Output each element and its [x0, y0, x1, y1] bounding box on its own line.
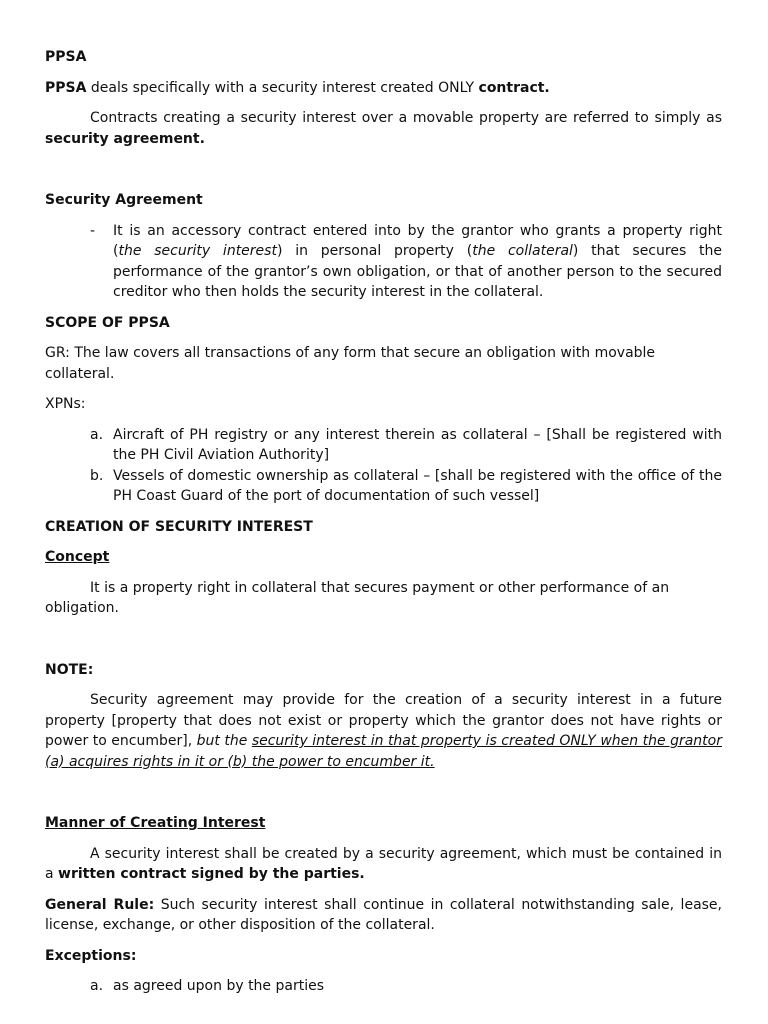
list-item — [45, 466, 722, 507]
heading-manner: Manner of Creating Interest — [45, 815, 266, 831]
exceptions-label: XPNs: — [45, 396, 86, 412]
list-item — [45, 976, 722, 997]
dash-marker: - — [90, 222, 96, 239]
general-rule-paragraph: General Rule: Such security interest shall continue in collateral notwithstanding sale, lease, license, exchange, or other disposition of the collateral. — [45, 896, 723, 933]
security-agreement-bullet — [45, 221, 722, 303]
ppsa-definition: PPSA deals specifically with a security interest created ONLY contract. — [45, 79, 550, 96]
list-marker: a. — [90, 426, 104, 443]
document-page — [45, 47, 722, 997]
heading-creation: CREATION OF SECURITY INTEREST — [45, 518, 313, 535]
security-agreement-intro: Contracts creating a security interest over a movable property are referred to simply as security agreement. — [45, 110, 722, 147]
heading-security-agreement: Security Agreement — [45, 192, 203, 208]
list-item-text: Vessels of domestic ownership as collateral – [shall be registered with the office of the PH Coast Guard of the port of documentation of such vessel] — [113, 467, 722, 504]
list-marker: a. — [90, 978, 104, 994]
manner-text: A security interest shall be created by a security agreement, which must be contained in a written contract signed by the parties. — [45, 845, 722, 882]
heading-concept: Concept — [45, 549, 110, 565]
list-item-text: Aircraft of PH registry or any interest therein as collateral – [Shall be registered with the PH Civil Aviation Authority] — [113, 426, 722, 463]
heading-note: NOTE: — [45, 661, 94, 678]
note-text: Security agreement may provide for the creation of a security interest in a future property [property that does not exist or property which the grantor does not have rights or power to encumber], but the security interest in that property is created ONLY when the grantor (a) acquires rights in it or (b) the power to encumber it. — [45, 692, 722, 770]
bullet-text: It is an accessory contract entered into by the grantor who grants a property right (the security interest) in personal property (the collateral) that secures the performance of the grantor’s own obligation, or that of another person to the secured creditor who then holds the security interest in the collateral. — [113, 222, 723, 300]
list-item — [45, 425, 722, 466]
list-item-text: as agreed upon by the parties — [113, 978, 325, 994]
list-marker: b. — [90, 467, 104, 484]
heading-ppsa: PPSA — [45, 49, 87, 65]
concept-text: It is a property right in collateral that secures payment or other performance of an obligation. — [45, 579, 670, 616]
heading-scope: SCOPE OF PPSA — [45, 314, 170, 331]
heading-exceptions: Exceptions: — [45, 947, 137, 964]
general-rule-text: GR: The law covers all transactions of any form that secure an obligation with movable collateral. — [45, 345, 656, 382]
